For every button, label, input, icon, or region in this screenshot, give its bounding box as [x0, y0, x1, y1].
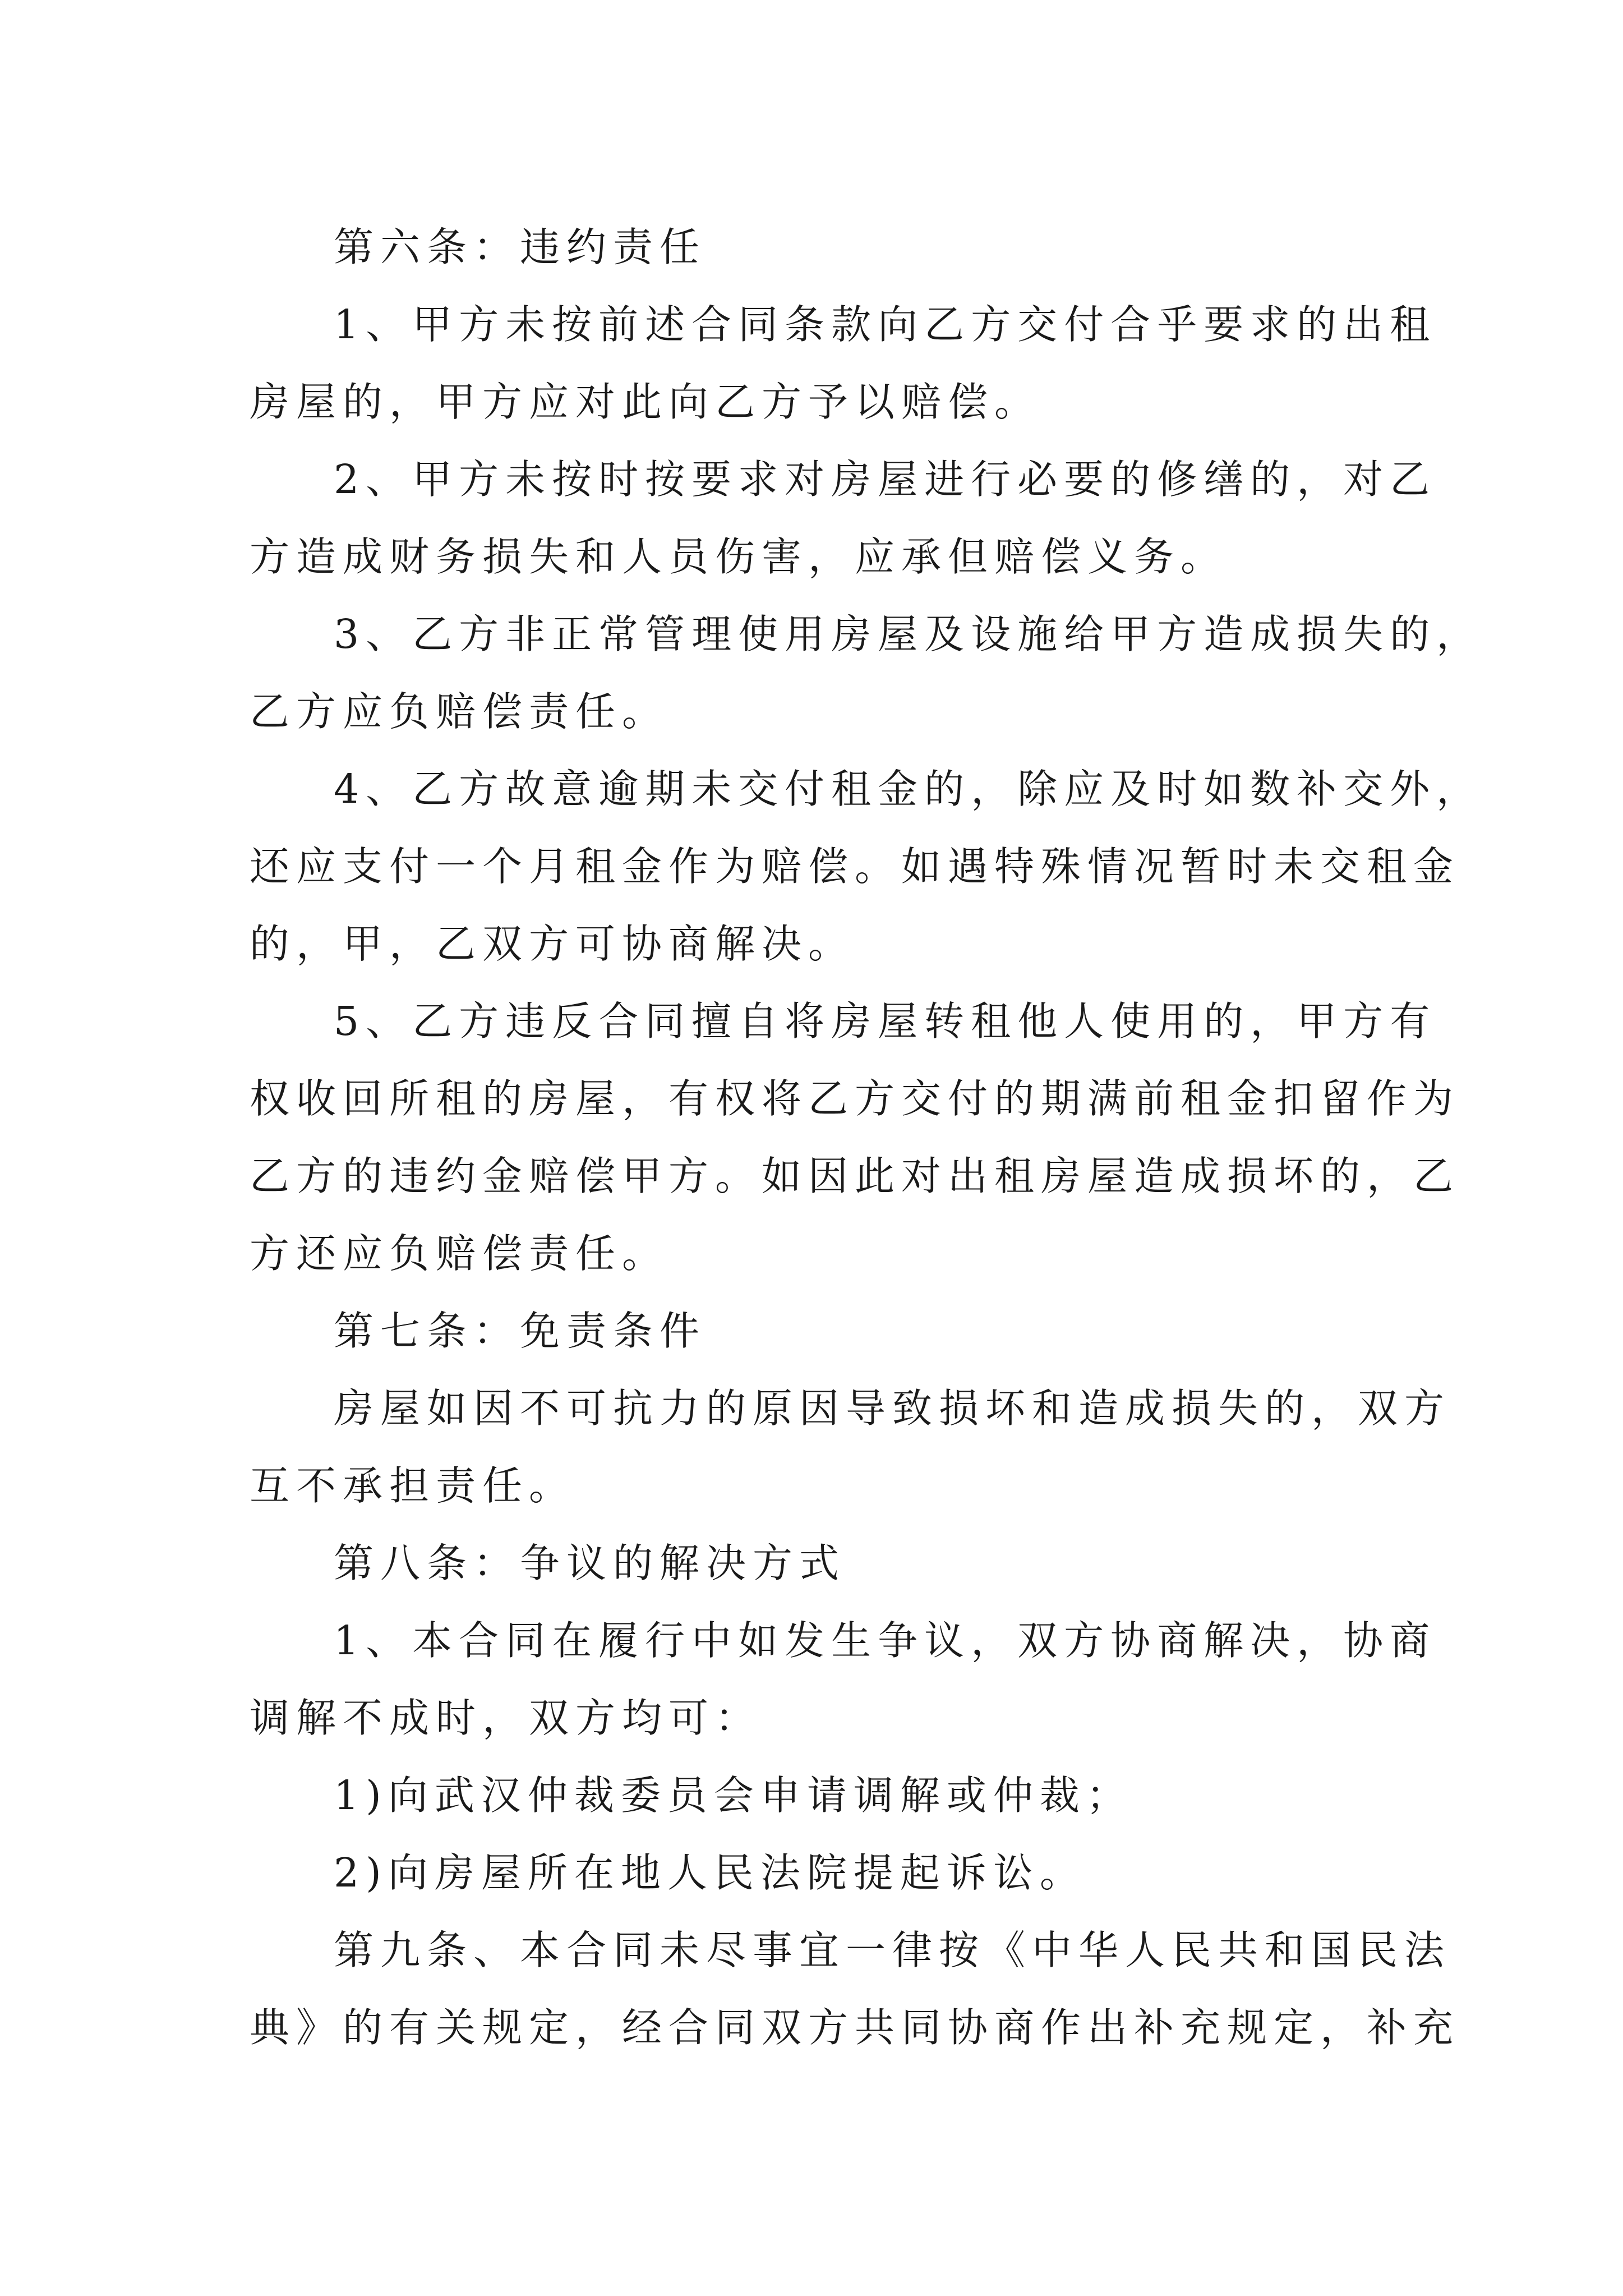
paragraph-line: 1)向武汉仲裁委员会申请调解或仲裁； — [334, 1772, 1133, 1819]
clause-6-heading: 第六条：违约责任 — [334, 224, 707, 270]
contract-text — [250, 209, 1483, 2067]
paragraph-line: 乙方的违约金赔偿甲方。如因此对出租房屋造成损坏的，乙 — [250, 1153, 1460, 1199]
paragraph-line: 调解不成时，双方均可： — [250, 1695, 762, 1741]
paragraph-line: 权收回所租的房屋，有权将乙方交付的期满前租金扣留作为 — [250, 1075, 1460, 1122]
paragraph-line: 典》的有关规定，经合同双方共同协商作出补充规定，补充 — [250, 2004, 1460, 2051]
paragraph-line: 1、本合同在履行中如发生争议，双方协商解决，协商 — [334, 1617, 1437, 1664]
clause-8-heading: 第八条：争议的解决方式 — [334, 1540, 846, 1586]
paragraph-line: 还应支付一个月租金作为赔偿。如遇特殊情况暂时未交租金 — [250, 843, 1460, 890]
paragraph-line: 乙方应负赔偿责任。 — [250, 688, 669, 735]
paragraph-line: 2、甲方未按时按要求对房屋进行必要的修缮的，对乙 — [334, 456, 1437, 503]
paragraph-line: 4、乙方故意逾期未交付租金的，除应及时如数补交外， — [334, 766, 1483, 812]
paragraph-line: 方还应负赔偿责任。 — [250, 1230, 669, 1277]
paragraph-line: 房屋的，甲方应对此向乙方予以赔偿。 — [250, 379, 1041, 425]
paragraph-line: 5、乙方违反合同擅自将房屋转租他人使用的，甲方有 — [334, 998, 1437, 1045]
paragraph-line: 房屋如因不可抗力的原因导致损坏和造成损失的，双方 — [334, 1385, 1451, 1432]
paragraph-line: 的，甲，乙双方可协商解决。 — [250, 921, 855, 967]
clause-7-heading: 第七条：免责条件 — [334, 1308, 707, 1354]
paragraph-line: 互不承担责任。 — [250, 1462, 576, 1509]
paragraph-line: 3、乙方非正常管理使用房屋及设施给甲方造成损失的， — [334, 611, 1483, 657]
paragraph-line: 方造成财务损失和人员伤害，应承但赔偿义务。 — [250, 533, 1228, 580]
clause-9-line: 第九条、本合同未尽事宜一律按《中华人民共和国民法 — [334, 1927, 1451, 1973]
paragraph-line: 2)向房屋所在地人民法院提起诉讼。 — [334, 1849, 1086, 1896]
paragraph-line: 1、甲方未按前述合同条款向乙方交付合乎要求的出租 — [334, 301, 1437, 348]
